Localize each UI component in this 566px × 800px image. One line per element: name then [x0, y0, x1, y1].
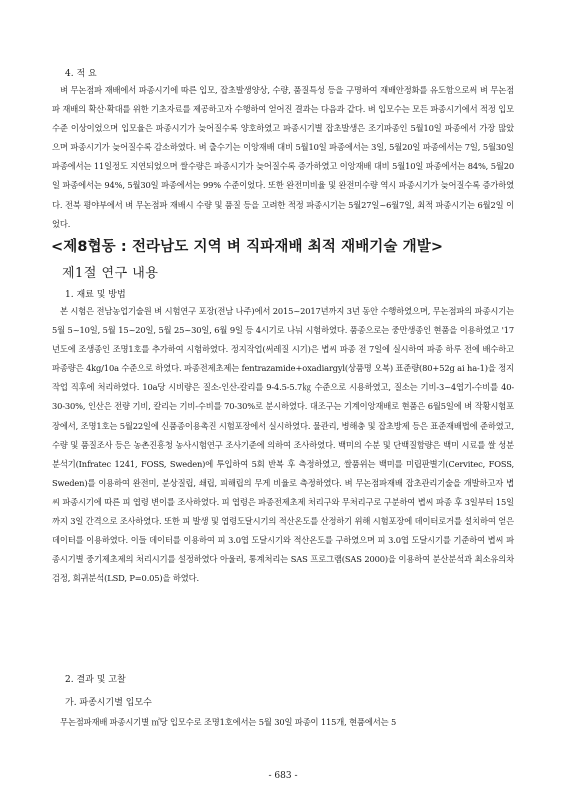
- chapter-title: <제8협동 : 전라남도 지역 벼 직파재배 최적 재배기술 개발>: [51, 239, 444, 255]
- page-number: - 683 -: [268, 771, 298, 781]
- results-paragraph: 무논점파재배 파종시기별 ㎡당 입모수로 조명1호에서는 5월 30일 파종이 115개, 현품에서는 5: [60, 717, 397, 727]
- section-title: 제1절 연구 내용: [62, 266, 159, 281]
- results-heading: 2. 결과 및 고찰: [65, 675, 126, 685]
- results-subheading: 가. 파종시기별 입모수: [65, 698, 152, 708]
- materials-paragraph: 본 시험은 전남농업기술원 벼 시험연구 포장(전남 나주)에서 2015~2017년까지 3년 동안 수행하였으며, 무논점파의 파종시기는 5월 5~10일, 5월 15~20일, 5월 25~30일, 6월 9일 등 4시기로 나눠 시험하였다. 품종으로는 중만생종인 현품을 이용하였고 '17년도에 조생종인 조명1호를 추가하여 시험하였다. 정지작업(써레질 시기)은 볍씨 파종 전 7일에 실시하여 파종 하루 전에 배수하고 파종량은 4kg/10a 수준으로 하였다. 파종전제초제는 fentrazamide+oxadiargyl(상품명 오복) 표준량(80+52g ai ha-1)을 정지작업 직후에 처리하였다. 10a당 시비량은 질소-인산-칼리를 9-4.5-5.7㎏ 수준으로 시용하였고, 질소는 기비-3~4엽기-수비를 40-30-30%, 인산은 전량 기비, 칼리는 기비-수비를 70-30%로 분시하였다. 대조구는 기계이앙재배로 현품은 6월5일에 벼 작황시험포장에서, 조명1호는 5월22일에 신품종이용촉진 시험포장에서 실시하였다. 물관리, 병해충 및 잡초방제 등은 표준재배법에 준하였고, 수량 및 품질조사 등은 농촌진흥청 농사시험연구 조사기준에 의하여 조사하였다. 백미의 수분 및 단백질함량은 백미 시료를 쌀 성분분석기(Infratec 1241, FOSS, Sweden)에 투입하여 5회 반복 후 측정하였고, 쌀품위는 백미를 미립판별기(Cervitec, FOSS, Sweden)를 이용하여 완전미, 분상질립, 쇄립, 피해립의 무게 비율로 측정하였다. 벼 무논점파재배 잡초관리기술을 개발하고자 볍씨 파종시기에 따른 피 엽령 변이를 조사하였다. 피 엽령은 파종전제초제 처리구와 무처리구로 구분하여 볍씨 파종 후 3일부터 15일까지 3일 간격으로 조사하였다. 또한 피 발생 및 엽령도달시기의 적산온도를 산정하기 위해 시험포장에 데이터로거를 설치하여 얻은 데이터를 이용하였다. 이들 데이터를 이용하여 피 3.0엽 도달시기와 적산온도를 구하였으며 피 3.0엽 도달시기를 기준하여 볍씨 파종시기별 중기제초제의 처리시기를 설정하였다 아울러, 통계처리는 SAS 프로그램(SAS 2000)을 이용하여 분산분석과 최소유의차 검정, 회귀분석(LSD, P=0.05)을 하였다.: [52, 306, 514, 584]
- materials-heading: 1. 재료 및 방법: [65, 290, 126, 300]
- summary-paragraph: 벼 무논점파 재배에서 파종시기에 따른 입모, 잡초발생양상, 수량, 품질특성 등을 구명하여 재배안정화를 유도함으로써 벼 무논점파 재배의 확산·확대를 위한 기초자료를 제공하고자 수행하여 얻어진 결과는 다음과 같다. 벼 입모수는 모든 파종시기에서 적정 입모수준 이상이었으며 입모율은 파종시기가 늦어질수록 양호하였고 파종시기별 잡초발생은 조기파종인 5월10일 파종에서 가장 많았으며 파종시기가 늦어질수록 감소하였다. 벼 출수기는 이앙재배 대비 5월10일 파종에서는 3일, 5월20일 파종에서는 7일, 5월30일 파종에서는 11일정도 지연되었으며 쌀수량은 파종시기가 늦어질수록 증가하였고 이앙재배 대비 5월10일 파종에서는 84%, 5월20일 파종에서는 94%, 5월30일 파종에서는 99% 수준이었다. 또한 완전미비율 및 완전미수량 역시 파종시기가 늦어질수록 증가하였다. 전북 평야부에서 벼 무논점파 재배시 수량 및 품질 등을 고려한 적정 파종시기는 5월27일~6월7일, 최적 파종시기는 6월2일 이었다.: [52, 85, 514, 229]
- summary-heading: 4. 적 요: [65, 69, 97, 79]
